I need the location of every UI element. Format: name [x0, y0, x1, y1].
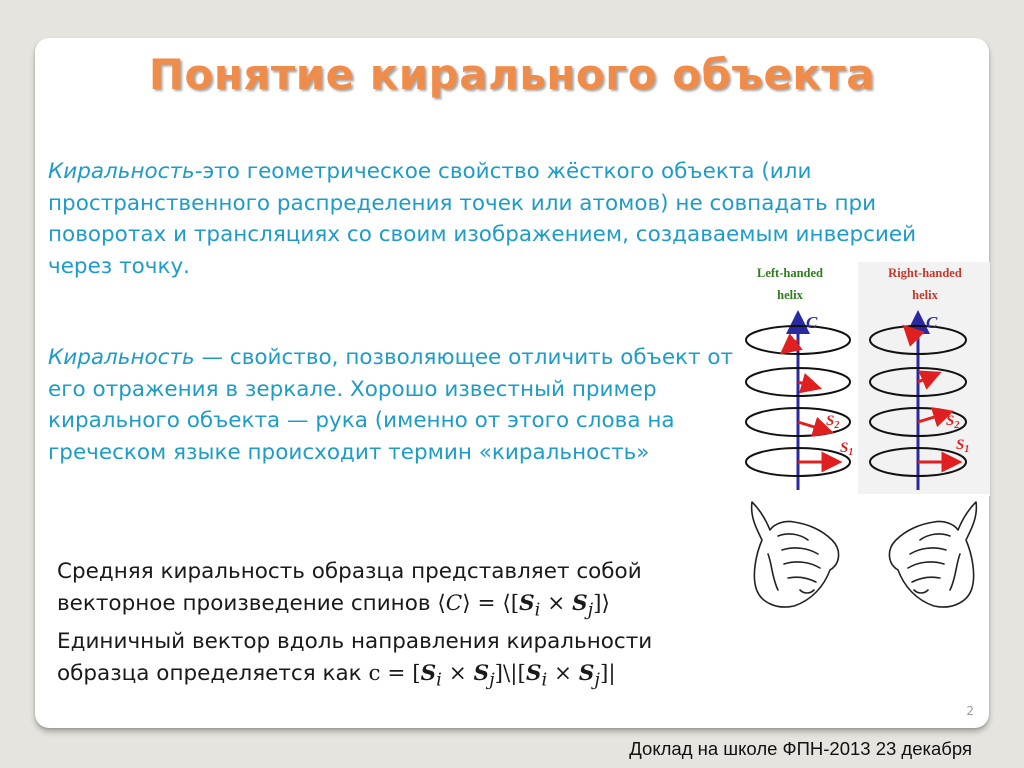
formula-line-4: образца определяется как $c = [S_i$ × $S_j]\backslash|[S_i \times S_j]|$: [57, 661, 616, 691]
right-spin-2: $S_2$: [946, 413, 960, 431]
right-helix-label-2: helix: [912, 288, 938, 302]
definition-text-2: — свойство, позволяющее отличить объект от его отражения в зеркале. Хорошо известный пример кирального объекта — рука (именно от этого слова на греческом языке происходит термин «киральность»: [48, 345, 734, 465]
left-helix: [746, 313, 853, 490]
formula-line-1: Средняя киральность образца представляет собой: [57, 559, 642, 584]
definition-text-1: -это геометрическое свойство жёсткого объекта (или пространственного распределения точек или атомов) не совпадать при поворотах и трансляциях со своим изображением, создаваемым инверсией через точку.: [48, 159, 917, 279]
formula-line-2: векторное произведение спинов ⟨C⟩ = $⟨[S_i$ × $S_j]⟩$: [57, 591, 610, 621]
left-helix-label-1: Left-handed: [757, 266, 823, 280]
footer-caption: Доклад на школе ФПН-2013 23 декабря: [629, 738, 972, 759]
right-spin-1: $S_1$: [956, 437, 970, 455]
left-spin-1: $S_1$: [840, 440, 854, 458]
unit-vector-formula: $c = [S_i$ × $S_j]\backslash|[S_i \times S_j]|$: [368, 661, 616, 691]
hands-illustration: [738, 494, 990, 618]
right-axis-label: C: [926, 313, 938, 332]
definition-paragraph-2: [48, 342, 738, 468]
right-helix-label-1: Right-handed: [888, 266, 962, 280]
left-spin-2: $S_2$: [826, 413, 840, 431]
helix-figure: [740, 262, 990, 496]
term-chirality-1: Киральность: [48, 159, 195, 184]
page-number: 2: [966, 704, 974, 718]
right-hand-icon: [889, 502, 976, 607]
chirality-formula-block: [57, 556, 777, 697]
left-axis-label: C: [806, 313, 818, 332]
average-chirality-formula: ⟨C⟩ = $⟨[S_i$ × $S_j]⟩$: [437, 591, 610, 621]
slide-title: Понятие кирального объекта: [148, 50, 876, 99]
left-hand-icon: [752, 502, 839, 607]
formula-line-3: Единичный вектор вдоль направления киральности: [57, 629, 653, 655]
left-helix-label-2: helix: [777, 288, 803, 302]
term-chirality-2: Киральность: [48, 345, 195, 370]
